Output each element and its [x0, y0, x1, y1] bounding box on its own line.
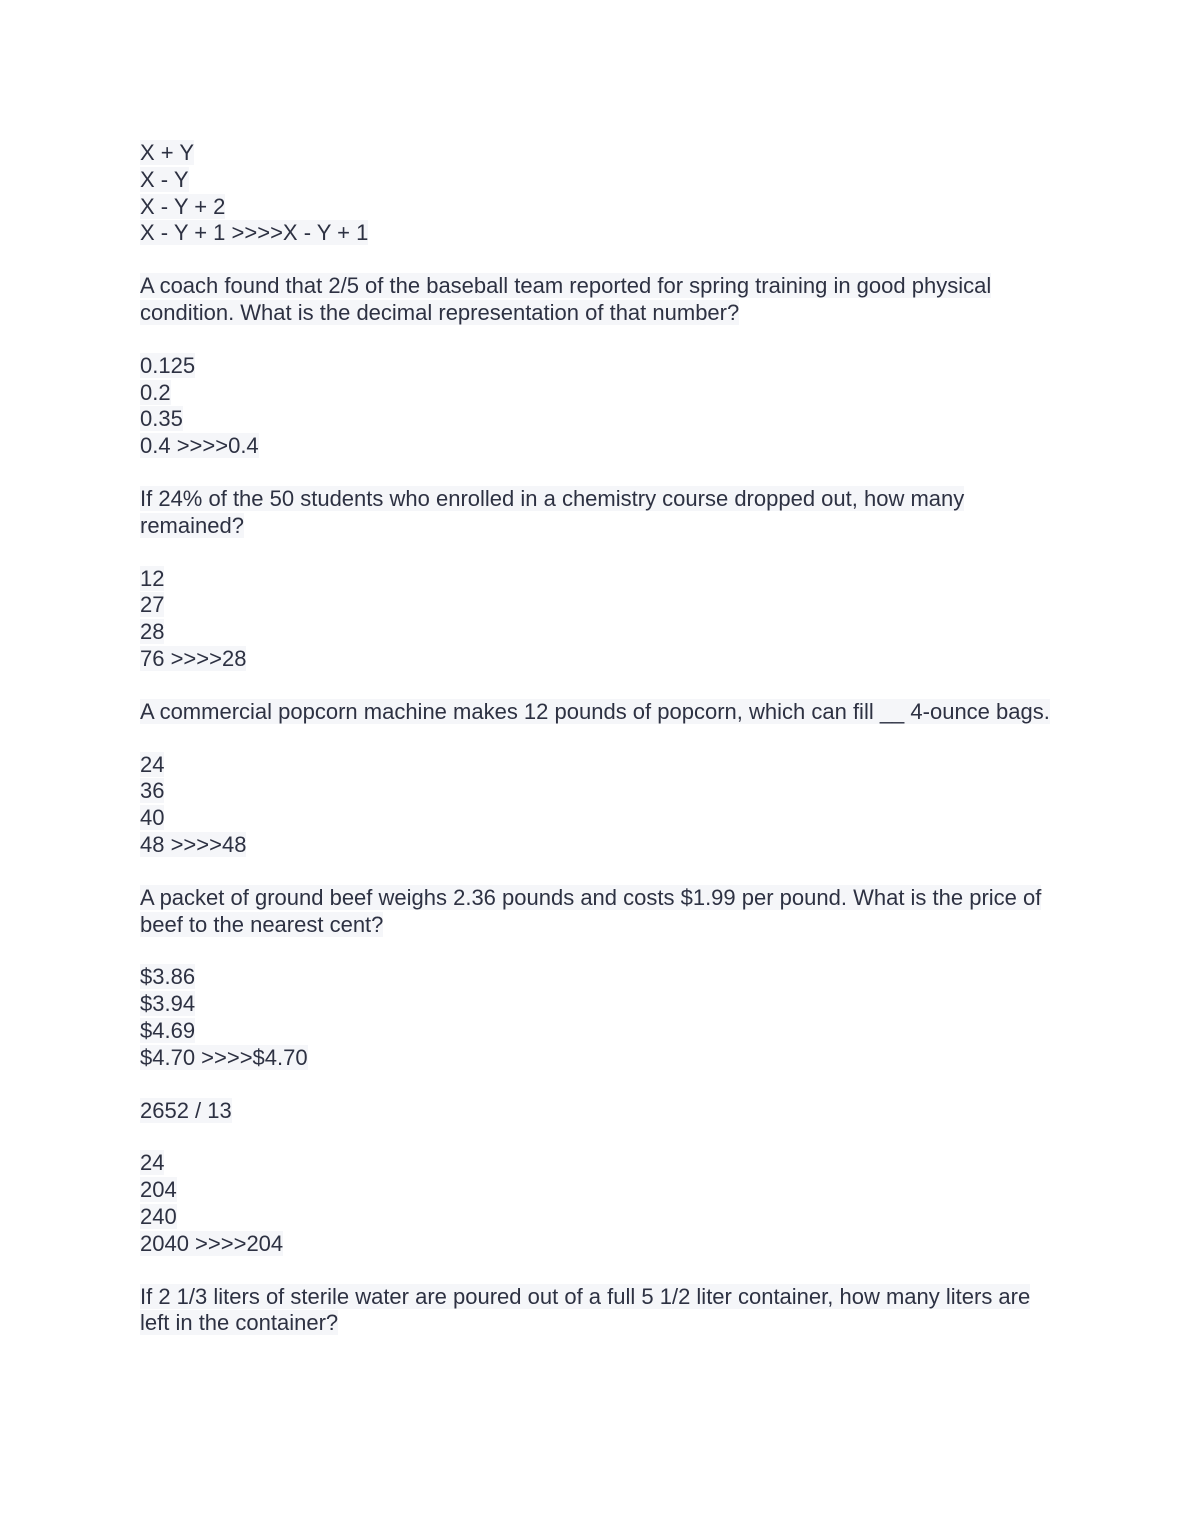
question-line: If 2 1/3 liters of sterile water are poured out of a full 5 1/2 liter container, how many liters are left in the container? [140, 1283, 1031, 1336]
option-line: 240 [140, 1203, 177, 1229]
question-text [140, 273, 1055, 327]
option-line: 27 [140, 592, 165, 618]
option-line-answer: 0.4 >>>>0.4 [140, 433, 259, 459]
answer-options [140, 566, 1055, 673]
option-line: 28 [140, 619, 165, 645]
option-line-answer: X - Y + 1 >>>>X - Y + 1 [140, 220, 369, 246]
option-line: X + Y [140, 140, 195, 165]
question-line: A commercial popcorn machine makes 12 pounds of popcorn, which can fill __ 4-ounce bags. [140, 698, 1050, 724]
question-text [140, 699, 1055, 726]
option-line: 0.35 [140, 406, 183, 432]
option-line: 204 [140, 1177, 177, 1203]
option-line: 0.2 [140, 379, 171, 405]
question-line: 2652 / 13 [140, 1097, 232, 1123]
answer-options [140, 353, 1055, 460]
question-line: A packet of ground beef weighs 2.36 pounds and costs $1.99 per pound. What is the price of beef to the nearest cent? [140, 884, 1042, 937]
option-line: $4.69 [140, 1017, 196, 1043]
option-line: X - Y + 2 [140, 193, 226, 219]
option-line: 24 [140, 751, 165, 777]
question-line: A coach found that 2/5 of the baseball team reported for spring training in good physical condition. What is the decimal representation of that number? [140, 273, 992, 325]
question-text [140, 486, 1055, 540]
option-line: 40 [140, 805, 165, 831]
option-line-answer: 2040 >>>>204 [140, 1230, 284, 1256]
option-line: 24 [140, 1150, 165, 1176]
option-line: 36 [140, 778, 165, 804]
answer-options [140, 964, 1055, 1071]
option-line-answer: 48 >>>>48 [140, 831, 247, 857]
answer-options [140, 752, 1055, 859]
option-line: $3.86 [140, 964, 196, 990]
answer-options [140, 1150, 1055, 1257]
question-text [140, 885, 1055, 939]
option-line: 0.125 [140, 352, 196, 378]
answer-options [140, 140, 1055, 247]
question-text [140, 1098, 1055, 1125]
question-line: If 24% of the 50 students who enrolled in a chemistry course dropped out, how many remained? [140, 485, 965, 538]
option-line: $3.94 [140, 991, 196, 1017]
option-line: X - Y [140, 166, 189, 192]
option-line: 12 [140, 565, 165, 591]
option-line-answer: 76 >>>>28 [140, 645, 247, 671]
option-line-answer: $4.70 >>>>$4.70 [140, 1044, 308, 1070]
document-page [140, 140, 1055, 1363]
question-text [140, 1284, 1055, 1338]
